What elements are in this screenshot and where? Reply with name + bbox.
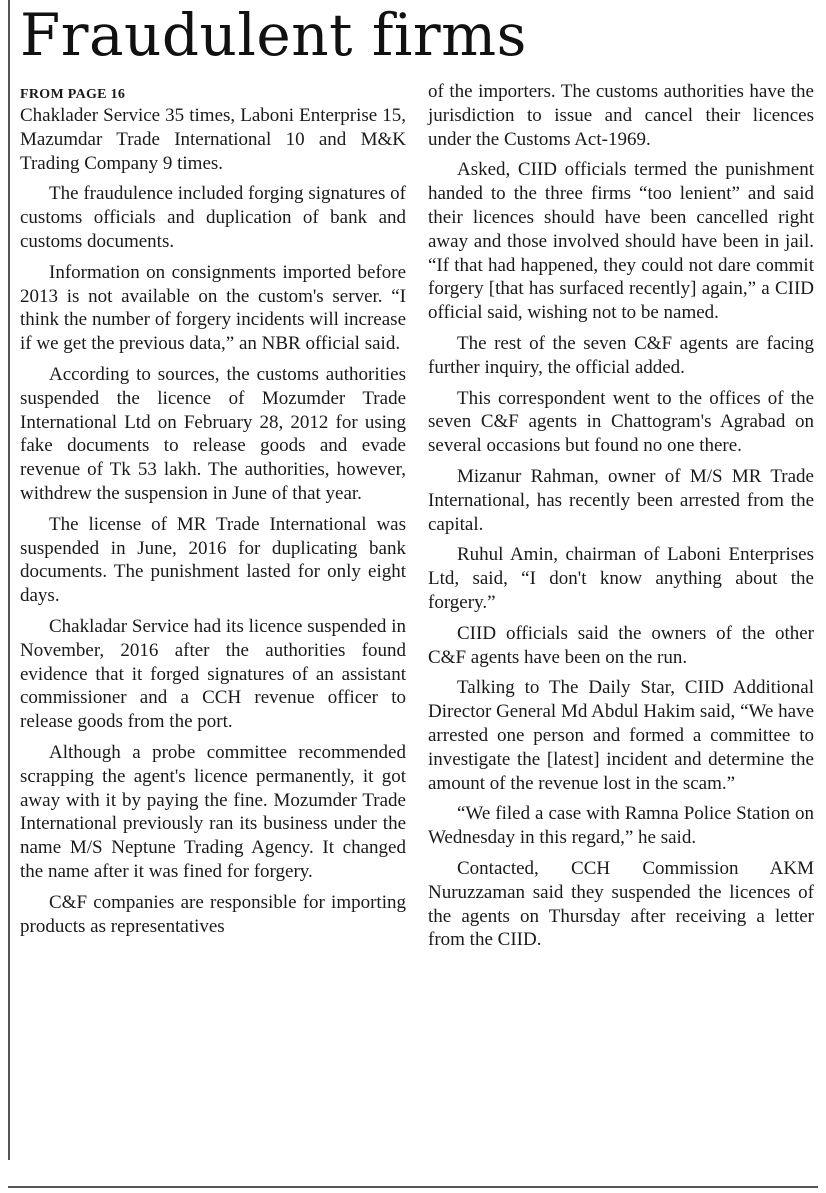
paragraph: Mizanur Rahman, owner of M/S MR Trade International, has recently been arrested from the capital. xyxy=(428,465,814,535)
paragraph: Although a probe committee recommended scrapping the agent's licence permanently, it got away with it by paying the fine. Mozumder Trade International previously ran its business under the name M/S Neptune Trading Agency. It changed the name after it was fined for forgery. xyxy=(20,741,406,882)
left-column-rule xyxy=(8,0,10,1160)
paragraph: The license of MR Trade International was suspended in June, 2016 for duplicating bank documents. The punishment lasted for only eight days. xyxy=(20,513,406,607)
paragraph: C&F companies are responsible for importing products as representatives xyxy=(20,891,406,937)
paragraph: This correspondent went to the offices of the seven C&F agents in Chattogram's Agrabad on several occasions but found no one there. xyxy=(428,387,814,457)
paragraph: The fraudulence included forging signatures of customs officials and duplication of bank and customs documents. xyxy=(20,183,406,252)
paragraph: Asked, CIID officials termed the punishment handed to the three firms “too lenient” and said their licences should have been cancelled right away and those involved should have been in jail. “If that had happened, they could not dare commit forgery [that has surfaced recently] again,” a CIID official said, wishing not to be named. xyxy=(428,159,814,324)
paragraph: Information on consignments imported before 2013 is not available on the custom's server. “I think the number of forgery incidents will increase if we get the previous data,” an NBR official said. xyxy=(20,261,406,355)
paragraph: The rest of the seven C&F agents are facing further inquiry, the official added. xyxy=(428,332,814,378)
bottom-rule xyxy=(8,1186,818,1188)
paragraph: of the importers. The customs authorities have the jurisdiction to issue and cancel their licences under the Customs Act-1969. xyxy=(428,81,814,150)
paragraph: Talking to The Daily Star, CIID Additional Director General Md Abdul Hakim said, “We have arrested one person and formed a committee to investigate the [latest] incident and determine the amount of the revenue lost in the scam.” xyxy=(428,677,814,794)
left-column xyxy=(20,86,406,945)
paragraph: Chaklader Service 35 times, Laboni Enterprise 15, Mazumdar Trade International 10 and M&K Trading Company 9 times. xyxy=(20,105,406,174)
right-column xyxy=(428,80,814,959)
paragraph: Contacted, CCH Commission AKM Nuruzzaman said they suspended the licences of the agents on Thursday after receiving a letter from the CIID. xyxy=(428,857,814,951)
headline: Fraudulent firms xyxy=(20,1,527,69)
jump-line: FROM PAGE 16 xyxy=(20,87,126,102)
paragraph: According to sources, the customs authorities suspended the licence of Mozumder Trade International Ltd on February 28, 2012 for using fake documents to release goods and evade revenue of Tk 53 lakh. The authorities, however, withdrew the suspension in June of that year. xyxy=(20,363,406,504)
paragraph: Ruhul Amin, chairman of Laboni Enterprises Ltd, said, “I don't know anything about the forgery.” xyxy=(428,544,814,613)
paragraph: CIID officials said the owners of the other C&F agents have been on the run. xyxy=(428,622,814,668)
paragraph: Chakladar Service had its licence suspended in November, 2016 after the authorities found evidence that it forged signatures of an assistant commissioner and a CCH revenue officer to release goods from the port. xyxy=(20,615,406,733)
paragraph: “We filed a case with Ramna Police Station on Wednesday in this regard,” he said. xyxy=(428,803,814,849)
